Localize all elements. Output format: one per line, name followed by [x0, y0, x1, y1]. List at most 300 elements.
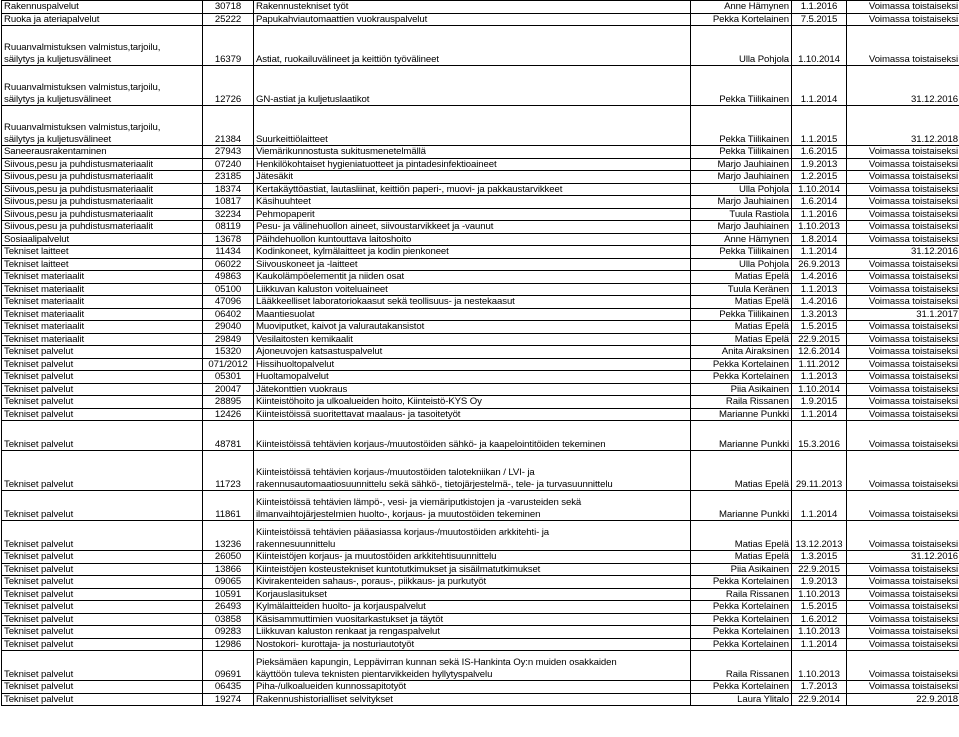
valid-until-cell: Voimassa toistaiseksi [847, 563, 959, 576]
cell-line: Korjauslasitukset [256, 588, 327, 600]
cell-line: Tekniset palvelut [4, 438, 74, 450]
start-date-cell: 1.9.2013 [792, 158, 847, 171]
contract-number-cell: 03858 [203, 613, 254, 626]
valid-until-cell: Voimassa toistaiseksi [847, 491, 959, 521]
contract-number-cell: 13236 [203, 521, 254, 551]
cell-line: Tekniset palvelut [4, 613, 74, 625]
cell-line: käyttöön tuleva teknisten pientarvikkeiden hyllytyspalvelu [256, 668, 493, 680]
table-row [2, 106, 959, 146]
cell-line: Tekniset palvelut [4, 478, 74, 490]
contracts-table [1, 0, 959, 706]
start-date-cell: 1.10.2014 [792, 183, 847, 196]
contact-person-cell: Pekka Tiilikainen [691, 66, 792, 106]
subject-cell [254, 146, 691, 159]
start-date-cell: 12.6.2014 [792, 346, 847, 359]
contract-number-cell: 18374 [203, 183, 254, 196]
cell-line: Huoltamopalvelut [256, 371, 329, 382]
cell-line: Tekniset palvelut [4, 563, 74, 575]
start-date-cell: 1.2.2015 [792, 171, 847, 184]
valid-until-cell: Voimassa toistaiseksi [847, 451, 959, 491]
valid-until-cell: Voimassa toistaiseksi [847, 346, 959, 359]
category-cell [2, 371, 203, 384]
cell-line: Käsisammuttimien vuositarkastukset ja täytöt [256, 613, 444, 625]
contact-person-cell: Matias Epelä [691, 551, 792, 564]
contract-number-cell: 11861 [203, 491, 254, 521]
start-date-cell: 1.1.2014 [792, 491, 847, 521]
valid-until-cell: Voimassa toistaiseksi [847, 421, 959, 451]
contract-number-cell: 12986 [203, 638, 254, 651]
category-cell [2, 588, 203, 601]
contract-number-cell: 20047 [203, 383, 254, 396]
table-row [2, 171, 959, 184]
category-cell [2, 146, 203, 159]
contract-number-cell: 08119 [203, 221, 254, 234]
cell-line: GN-astiat ja kuljetuslaatikot [256, 93, 370, 105]
start-date-cell: 26.9.2013 [792, 258, 847, 271]
valid-until-cell: Voimassa toistaiseksi [847, 1, 959, 14]
contract-number-cell: 27943 [203, 146, 254, 159]
cell-line: Käsihuuhteet [256, 196, 311, 207]
subject-cell [254, 693, 691, 706]
contract-number-cell: 09065 [203, 576, 254, 589]
table-row [2, 358, 959, 371]
start-date-cell: 29.11.2013 [792, 451, 847, 491]
valid-until-cell: Voimassa toistaiseksi [847, 408, 959, 421]
category-cell [2, 521, 203, 551]
valid-until-cell: Voimassa toistaiseksi [847, 208, 959, 221]
contract-number-cell: 16379 [203, 26, 254, 66]
subject-cell [254, 106, 691, 146]
contact-person-cell: Tuula Keränen [691, 283, 792, 296]
contact-person-cell: Raila Rissanen [691, 588, 792, 601]
subject-cell [254, 221, 691, 234]
table-row [2, 333, 959, 346]
cell-line: Suurkeittiölaitteet [256, 133, 328, 145]
contact-person-cell: Pekka Tiilikainen [691, 106, 792, 146]
table-row [2, 371, 959, 384]
start-date-cell: 1.1.2014 [792, 408, 847, 421]
cell-line: Siivous,pesu ja puhdistusmateriaalit [4, 183, 153, 195]
valid-until-cell: Voimassa toistaiseksi [847, 221, 959, 234]
contract-number-cell: 47096 [203, 296, 254, 309]
start-date-cell: 1.5.2015 [792, 601, 847, 614]
subject-cell [254, 588, 691, 601]
contract-number-cell: 29849 [203, 333, 254, 346]
contact-person-cell: Marjo Jauhiainen [691, 221, 792, 234]
cell-line: Tekniset laitteet [4, 258, 69, 270]
cell-line: Sosiaalipalvelut [4, 233, 70, 245]
start-date-cell: 1.10.2014 [792, 383, 847, 396]
table-row [2, 613, 959, 626]
category-cell [2, 208, 203, 221]
cell-line: Vesilaitosten kemikaalit [256, 333, 353, 345]
subject-cell [254, 681, 691, 694]
start-date-cell: 1.5.2015 [792, 321, 847, 334]
cell-line: Tekniset palvelut [4, 408, 74, 420]
subject-cell [254, 576, 691, 589]
start-date-cell: 1.4.2016 [792, 296, 847, 309]
valid-until-cell: 22.9.2018 [847, 693, 959, 706]
subject-cell [254, 246, 691, 259]
category-cell [2, 421, 203, 451]
contract-number-cell: 12726 [203, 66, 254, 106]
contact-person-cell: Ulla Pohjola [691, 26, 792, 66]
contact-person-cell: Pekka Tiilikainen [691, 146, 792, 159]
cell-line: Kiinteistöissä tehtävien korjaus-/muutostöiden talotekniikan / LVI- ja [256, 467, 535, 478]
start-date-cell: 1.10.2013 [792, 626, 847, 639]
subject-cell [254, 171, 691, 184]
cell-line: Piha-/ulkoalueiden kunnossapitotyöt [256, 681, 407, 692]
category-cell [2, 408, 203, 421]
cell-line: Siivouskoneet ja -laitteet [256, 258, 358, 270]
contact-person-cell: Pekka Kortelainen [691, 638, 792, 651]
start-date-cell: 1.9.2015 [792, 396, 847, 409]
cell-line: Tekniset palvelut [4, 346, 74, 357]
valid-until-cell: Voimassa toistaiseksi [847, 26, 959, 66]
start-date-cell: 13.12.2013 [792, 521, 847, 551]
category-cell [2, 106, 203, 146]
cell-line: Rakennuspalvelut [4, 1, 79, 12]
valid-until-cell: Voimassa toistaiseksi [847, 601, 959, 614]
valid-until-cell: Voimassa toistaiseksi [847, 576, 959, 589]
cell-line: Siivous,pesu ja puhdistusmateriaalit [4, 196, 153, 207]
subject-cell [254, 421, 691, 451]
subject-cell [254, 183, 691, 196]
table-row [2, 651, 959, 681]
contact-person-cell: Pekka Tiilikainen [691, 308, 792, 321]
contact-person-cell: Raila Rissanen [691, 396, 792, 409]
valid-until-cell: Voimassa toistaiseksi [847, 396, 959, 409]
table-row [2, 563, 959, 576]
category-cell [2, 171, 203, 184]
category-cell [2, 183, 203, 196]
start-date-cell: 1.6.2014 [792, 196, 847, 209]
category-cell [2, 246, 203, 259]
table-row [2, 421, 959, 451]
table-row [2, 451, 959, 491]
cell-line: Kertakäyttöastiat, lautasliinat, keittiön paperi-, muovi- ja pakkaustarvikkeet [256, 183, 563, 195]
subject-cell [254, 613, 691, 626]
cell-line: Ruuanvalmistuksen valmistus,tarjoilu, [4, 82, 161, 93]
contract-number-cell: 05100 [203, 283, 254, 296]
cell-line: säilytys ja kuljetusvälineet [4, 133, 112, 145]
contract-number-cell: 071/2012 [203, 358, 254, 371]
contract-number-cell: 12426 [203, 408, 254, 421]
contract-number-cell: 21384 [203, 106, 254, 146]
subject-cell [254, 196, 691, 209]
start-date-cell: 1.1.2015 [792, 106, 847, 146]
table-row [2, 13, 959, 26]
subject-cell [254, 626, 691, 639]
contact-person-cell: Anita Airaksinen [691, 346, 792, 359]
start-date-cell: 1.1.2014 [792, 246, 847, 259]
cell-line: Henkilökohtaiset hygieniatuotteet ja pintadesinfektioaineet [256, 158, 497, 170]
contact-person-cell: Matias Epelä [691, 521, 792, 551]
contact-person-cell: Marianne Punkki [691, 408, 792, 421]
table-row [2, 346, 959, 359]
table-row [2, 551, 959, 564]
cell-line: Saneerausrakentaminen [4, 146, 107, 157]
contact-person-cell: Tuula Rastiola [691, 208, 792, 221]
table-row [2, 296, 959, 309]
cell-line: Muoviputket, kaivot ja valurautakansistot [256, 321, 425, 332]
valid-until-cell: Voimassa toistaiseksi [847, 638, 959, 651]
start-date-cell: 1.9.2013 [792, 576, 847, 589]
cell-line: Kiinteistöissä tehtävien pääasiassa korjaus-/muutostöiden arkkitehti- ja [256, 527, 550, 538]
category-cell [2, 283, 203, 296]
start-date-cell: 22.9.2015 [792, 333, 847, 346]
cell-line: Maantiesuolat [256, 308, 315, 320]
subject-cell [254, 283, 691, 296]
contract-number-cell: 19274 [203, 693, 254, 706]
valid-until-cell: Voimassa toistaiseksi [847, 333, 959, 346]
category-cell [2, 681, 203, 694]
table-row [2, 258, 959, 271]
category-cell [2, 271, 203, 284]
category-cell [2, 196, 203, 209]
cell-line: Tekniset palvelut [4, 371, 74, 382]
valid-until-cell: Voimassa toistaiseksi [847, 296, 959, 309]
cell-line: Kodinkoneet, kylmälaitteet ja kodin pienkoneet [256, 246, 449, 257]
cell-line: Tekniset palvelut [4, 638, 74, 650]
contact-person-cell: Piia Asikainen [691, 383, 792, 396]
cell-line: Siivous,pesu ja puhdistusmateriaalit [4, 158, 153, 170]
table-row [2, 576, 959, 589]
cell-line: Tekniset palvelut [4, 358, 74, 370]
valid-until-cell: Voimassa toistaiseksi [847, 651, 959, 681]
contact-person-cell: Pekka Kortelainen [691, 601, 792, 614]
cell-line: Kivirakenteiden sahaus-, poraus-, piikkaus- ja purkutyöt [256, 576, 487, 587]
cell-line: Siivous,pesu ja puhdistusmateriaalit [4, 171, 153, 182]
subject-cell [254, 258, 691, 271]
table-row [2, 221, 959, 234]
valid-until-cell: Voimassa toistaiseksi [847, 146, 959, 159]
cell-line: Tekniset palvelut [4, 693, 74, 705]
cell-line: Hissihuoltopalvelut [256, 358, 335, 370]
valid-until-cell: Voimassa toistaiseksi [847, 626, 959, 639]
valid-until-cell: Voimassa toistaiseksi [847, 271, 959, 284]
category-cell [2, 383, 203, 396]
table-row [2, 408, 959, 421]
subject-cell [254, 208, 691, 221]
cell-line: Tekniset palvelut [4, 396, 74, 407]
category-cell [2, 333, 203, 346]
cell-line: Tekniset palvelut [4, 626, 74, 637]
subject-cell [254, 333, 691, 346]
contact-person-cell: Matias Epelä [691, 296, 792, 309]
start-date-cell: 1.10.2013 [792, 651, 847, 681]
cell-line: Tekniset materiaalit [4, 333, 85, 345]
subject-cell [254, 26, 691, 66]
start-date-cell: 15.3.2016 [792, 421, 847, 451]
cell-line: Kaukolämpöelementit ja niiden osat [256, 271, 405, 282]
contact-person-cell: Pekka Kortelainen [691, 371, 792, 384]
contract-number-cell: 32234 [203, 208, 254, 221]
cell-line: säilytys ja kuljetusvälineet [4, 53, 112, 65]
cell-line: Papukahviautomaattien vuokrauspalvelut [256, 13, 428, 25]
contract-number-cell: 10591 [203, 588, 254, 601]
cell-line: Astiat, ruokailuvälineet ja keittiön työvälineet [256, 53, 439, 65]
contact-person-cell: Raila Rissanen [691, 651, 792, 681]
cell-line: Rakennustekniset työt [256, 1, 349, 12]
subject-cell [254, 66, 691, 106]
cell-line: Tekniset materiaalit [4, 308, 85, 320]
contract-number-cell: 11723 [203, 451, 254, 491]
start-date-cell: 1.1.2013 [792, 283, 847, 296]
subject-cell [254, 451, 691, 491]
start-date-cell: 1.6.2015 [792, 146, 847, 159]
subject-cell [254, 158, 691, 171]
valid-until-cell: Voimassa toistaiseksi [847, 158, 959, 171]
cell-line: Tekniset materiaalit [4, 283, 85, 295]
contact-person-cell: Pekka Tiilikainen [691, 246, 792, 259]
contact-person-cell: Matias Epelä [691, 451, 792, 491]
contract-number-cell: 06022 [203, 258, 254, 271]
table-row [2, 638, 959, 651]
category-cell [2, 693, 203, 706]
contact-person-cell: Anne Hämynen [691, 1, 792, 14]
cell-line: Kylmälaitteiden huolto- ja korjauspalvelut [256, 601, 426, 612]
category-cell [2, 563, 203, 576]
table-row [2, 396, 959, 409]
valid-until-cell: 31.12.2016 [847, 551, 959, 564]
valid-until-cell: Voimassa toistaiseksi [847, 681, 959, 694]
valid-until-cell: Voimassa toistaiseksi [847, 233, 959, 246]
contract-number-cell: 09283 [203, 626, 254, 639]
cell-line: Lääkkeelliset laboratoriokaasut sekä teollisuus- ja nestekaasut [256, 296, 515, 307]
valid-until-cell: 31.1.2017 [847, 308, 959, 321]
start-date-cell: 1.8.2014 [792, 233, 847, 246]
category-cell [2, 396, 203, 409]
cell-line: Kiinteistöissä tehtävien lämpö-, vesi- ja viemäriputkistojen ja -varusteiden sekä [256, 497, 582, 508]
cell-line: ilmanvaihtojärjestelmien huolto-, korjaus- ja muutostöiden tekeminen [256, 508, 541, 520]
cell-line: Kiinteistöissä tehtävien korjaus-/muutostöiden sähkö- ja kaapelointitöiden tekeminen [256, 438, 606, 450]
start-date-cell: 1.1.2016 [792, 208, 847, 221]
valid-until-cell: Voimassa toistaiseksi [847, 196, 959, 209]
valid-until-cell: Voimassa toistaiseksi [847, 358, 959, 371]
table-row [2, 588, 959, 601]
start-date-cell: 1.1.2016 [792, 1, 847, 14]
category-cell [2, 601, 203, 614]
table-row [2, 308, 959, 321]
table-row [2, 693, 959, 706]
category-cell [2, 491, 203, 521]
table-row [2, 196, 959, 209]
valid-until-cell: Voimassa toistaiseksi [847, 321, 959, 334]
category-cell [2, 233, 203, 246]
cell-line: Siivous,pesu ja puhdistusmateriaalit [4, 208, 153, 220]
category-cell [2, 308, 203, 321]
table-row [2, 1, 959, 14]
valid-until-cell: Voimassa toistaiseksi [847, 588, 959, 601]
contract-number-cell: 09691 [203, 651, 254, 681]
contract-number-cell: 49863 [203, 271, 254, 284]
table-row [2, 321, 959, 334]
contact-person-cell: Marianne Punkki [691, 491, 792, 521]
contract-number-cell: 07240 [203, 158, 254, 171]
cell-line: Tekniset palvelut [4, 383, 74, 395]
contract-number-cell: 11434 [203, 246, 254, 259]
contact-person-cell: Pekka Kortelainen [691, 613, 792, 626]
cell-line: Rakennushistorialliset selvitykset [256, 693, 393, 705]
cell-line: Kiinteistöissä suoritettavat maalaus- ja tasoitetyöt [256, 408, 461, 420]
cell-line: rakennesuunnittelu [256, 538, 336, 550]
subject-cell [254, 233, 691, 246]
contact-person-cell: Marjo Jauhiainen [691, 171, 792, 184]
cell-line: Ruuanvalmistuksen valmistus,tarjoilu, [4, 42, 161, 53]
contract-number-cell: 06435 [203, 681, 254, 694]
contact-person-cell: Pekka Kortelainen [691, 576, 792, 589]
contact-person-cell: Pekka Kortelainen [691, 13, 792, 26]
subject-cell [254, 638, 691, 651]
valid-until-cell: Voimassa toistaiseksi [847, 613, 959, 626]
cell-line: Kiinteistöjen korjaus- ja muutostöiden arkkitehtisuunnittelu [256, 551, 497, 562]
table-row [2, 681, 959, 694]
category-cell [2, 346, 203, 359]
contact-person-cell: Pekka Kortelainen [691, 681, 792, 694]
start-date-cell: 1.1.2013 [792, 371, 847, 384]
start-date-cell: 1.3.2015 [792, 551, 847, 564]
table-row [2, 233, 959, 246]
subject-cell [254, 308, 691, 321]
valid-until-cell: Voimassa toistaiseksi [847, 283, 959, 296]
subject-cell [254, 408, 691, 421]
contact-person-cell: Pekka Kortelainen [691, 358, 792, 371]
category-cell [2, 576, 203, 589]
table-row [2, 66, 959, 106]
category-cell [2, 551, 203, 564]
cell-line: Tekniset palvelut [4, 508, 74, 520]
contact-person-cell: Pekka Kortelainen [691, 626, 792, 639]
contract-number-cell: 29040 [203, 321, 254, 334]
cell-line: säilytys ja kuljetusvälineet [4, 93, 112, 105]
cell-line: Ruuanvalmistuksen valmistus,tarjoilu, [4, 122, 161, 133]
contact-person-cell: Matias Epelä [691, 271, 792, 284]
subject-cell [254, 601, 691, 614]
subject-cell [254, 271, 691, 284]
contract-number-cell: 26050 [203, 551, 254, 564]
cell-line: Siivous,pesu ja puhdistusmateriaalit [4, 221, 153, 232]
subject-cell [254, 13, 691, 26]
subject-cell [254, 521, 691, 551]
cell-line: Tekniset materiaalit [4, 321, 85, 332]
category-cell [2, 1, 203, 14]
cell-line: Pehmopaperit [256, 208, 315, 220]
contract-number-cell: 10817 [203, 196, 254, 209]
contact-person-cell: Anne Hämynen [691, 233, 792, 246]
cell-line: Päihdehuollon kuntouttava laitoshoito [256, 233, 412, 245]
cell-line: Viemärikunnostusta sukitusmenetelmällä [256, 146, 426, 157]
cell-line: Tekniset materiaalit [4, 271, 85, 282]
cell-line: Tekniset palvelut [4, 538, 74, 550]
table-row [2, 208, 959, 221]
contract-number-cell: 28895 [203, 396, 254, 409]
contract-number-cell: 06402 [203, 308, 254, 321]
valid-until-cell: Voimassa toistaiseksi [847, 383, 959, 396]
table-row [2, 158, 959, 171]
cell-line: Liikkuvan kaluston voiteluaineet [256, 283, 388, 295]
cell-line: Kiinteistöjen kosteustekniset kuntotutkimukset ja sisäilmatutkimukset [256, 563, 541, 575]
category-cell [2, 258, 203, 271]
category-cell [2, 158, 203, 171]
contact-person-cell: Marjo Jauhiainen [691, 158, 792, 171]
contract-number-cell: 15320 [203, 346, 254, 359]
cell-line: Jätesäkit [256, 171, 293, 182]
table-row [2, 601, 959, 614]
cell-line: Tekniset palvelut [4, 668, 74, 680]
subject-cell [254, 383, 691, 396]
start-date-cell: 22.9.2015 [792, 563, 847, 576]
